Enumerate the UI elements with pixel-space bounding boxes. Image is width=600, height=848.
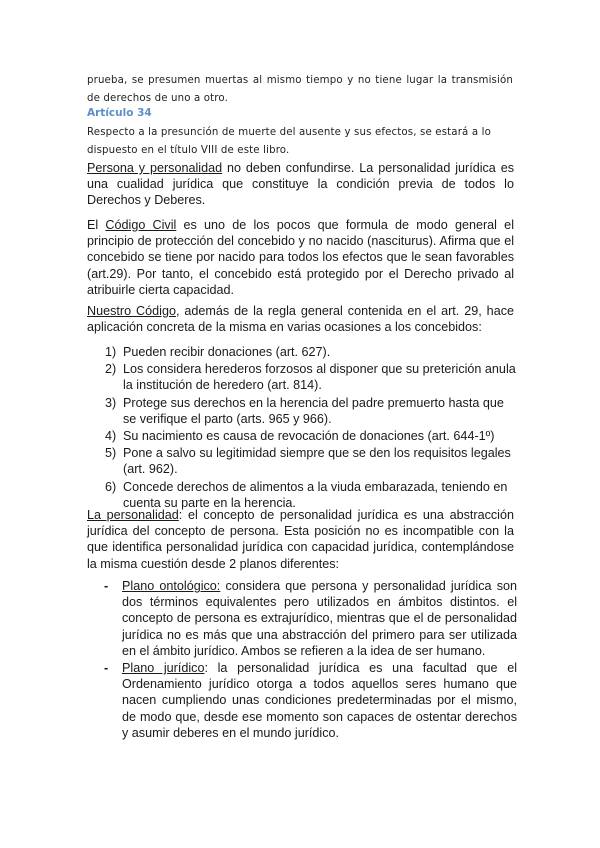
article33-tail: prueba, se presumen muertas al mismo tiempo y no tiene lugar la transmisión de derechos de uno a otro. — [87, 75, 513, 104]
list-item-text: Protege sus derechos en la herencia del padre premuerto hasta que se verifique el parto (arts. 965 y 966). — [123, 395, 504, 426]
list-item — [105, 395, 517, 427]
list-number: 4) — [105, 429, 117, 444]
list-number: 6) — [105, 479, 117, 494]
paragraph-text: : el concepto de personalidad jurídica es una abstracción jurídica del concepto de persona. Esta posición no es incompatible con la que identifica personalidad jurídica con capacidad jurídica, contemplándose la misma cuestión desde 2 planos diferentes: — [87, 508, 514, 571]
list-dash: - — [104, 579, 109, 593]
list-dash: - — [104, 661, 109, 676]
paragraph-text: , además de la regla general contenida en el art. 29, hace aplicación concreta de la misma en varias ocasiones a los concebidos: — [87, 304, 514, 335]
list-item — [104, 660, 517, 741]
list-item-text: Los considera herederos forzosos al disponer que su preterición anula la institución de heredero (art. 814). — [123, 362, 516, 393]
list-number: 3) — [105, 395, 117, 410]
list-item-text: Concede derechos de alimentos a la viuda embarazada, teniendo en cuenta su parte en la herencia. — [123, 479, 508, 510]
list-item-text: considera que persona y personalidad jurídica son dos términos equivalentes pero utilizados en ámbitos distintos. el concepto de persona es extrajurídico, mientras que el de personalidad jurídica no es más que una abstracción del primero para ser utilizada en el ámbito jurídico. Ambos se refieren a la idea de ser humano. — [122, 579, 517, 658]
underlined-term: Código Civil — [105, 218, 177, 232]
underlined-term: La personalidad — [87, 508, 179, 522]
underlined-term: Plano ontológico: — [122, 579, 221, 593]
list-item-text: Pone a salvo su legitimidad siempre que se den los requisitos legales (art. 962). — [123, 446, 511, 477]
list-item — [105, 344, 517, 360]
underlined-term: Nuestro Código — [87, 304, 176, 318]
paragraph-la-personalidad — [87, 507, 514, 572]
paragraph-nuestro-codigo — [87, 303, 514, 335]
paragraph-text: es uno de los pocos que formula de modo general el principio de protección del concebido y no nacido (nasciturus). Afirma que el concebido se tiene por nacido para todos los efectos que le sean favorables (art.29). Por tanto, el concebido está protegido por el Derecho privado al atribuirle cierta capacidad. — [87, 218, 514, 297]
list-item-text: : la personalidad jurídica es una facultad que el Ordenamiento jurídico otorga a todos aquellos seres humano que nacen cumpliendo unas condiciones predeterminadas por el mismo, de modo que, desde ese momento son capaces de ostentar derechos y asumir deberes en el mundo jurídico. — [122, 661, 517, 740]
list-item — [105, 361, 517, 393]
list-number: 2) — [105, 362, 117, 377]
list-item-text: Su nacimiento es causa de revocación de donaciones (art. 644-1º) — [123, 429, 495, 444]
list-item — [104, 578, 517, 659]
paragraph-codigo-civil — [87, 217, 514, 298]
numbered-list — [105, 344, 517, 512]
list-number: 5) — [105, 446, 117, 461]
list-item — [105, 445, 517, 477]
paragraph-persona-personalidad — [87, 160, 514, 209]
list-item-text: Pueden recibir donaciones (art. 627). — [123, 345, 331, 359]
paragraph-text: no deben confundirse. La personalidad jurídica es una cualidad jurídica que constituye la condición previa de todos lo Derechos y Deberes. — [87, 161, 514, 208]
list-item — [105, 428, 517, 444]
paragraph-text-prefix: El — [87, 218, 106, 232]
underlined-term: Persona y personalidad — [87, 161, 223, 175]
dash-list — [104, 578, 517, 742]
article34-heading: Artículo 34 — [87, 107, 152, 119]
article34-text: Respecto a la presunción de muerte del ausente y sus efectos, se estará a lo dispuesto en el título VIII de este libro. — [87, 127, 491, 156]
underlined-term: Plano jurídico — [122, 661, 205, 676]
list-number: 1) — [105, 345, 117, 359]
